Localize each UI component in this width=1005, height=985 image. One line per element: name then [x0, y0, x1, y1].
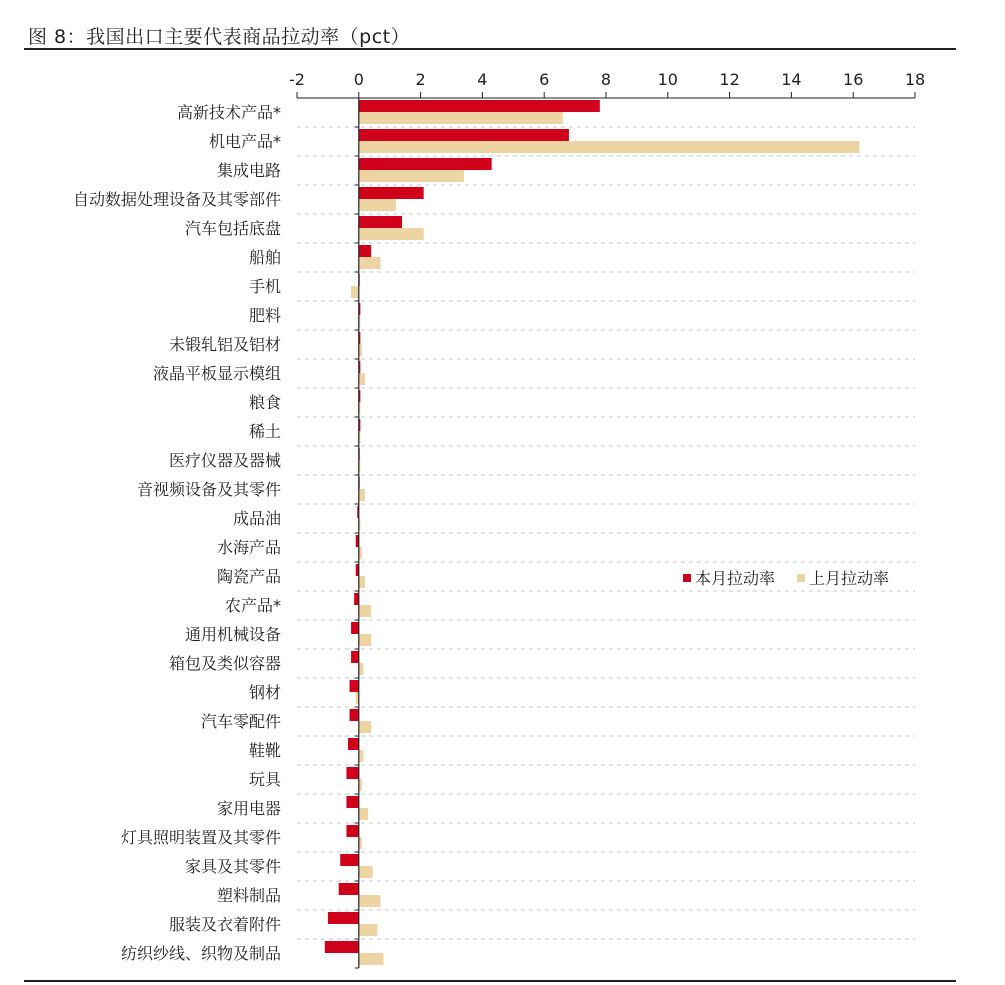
- category-label: 高新技术产品*: [176, 103, 281, 122]
- bar-previous: [359, 112, 563, 124]
- bar-current: [325, 941, 359, 953]
- x-tick-label: 8: [600, 70, 612, 89]
- bar-previous: [359, 808, 368, 820]
- category-label: 农产品*: [224, 596, 281, 615]
- bar-previous: [359, 663, 364, 675]
- x-tick-label: 18: [904, 70, 926, 89]
- category-label: 船舶: [248, 248, 281, 267]
- bottom-rule: [24, 980, 956, 982]
- category-label: 未锻轧铝及铝材: [168, 335, 281, 354]
- x-tick-label: -2: [289, 70, 305, 89]
- bar-current: [348, 738, 359, 750]
- bar-previous: [359, 605, 371, 617]
- bar-current: [346, 825, 358, 837]
- category-label: 机电产品*: [208, 132, 281, 151]
- x-tick-label: 6: [539, 70, 550, 89]
- category-label: 家用电器: [216, 799, 281, 818]
- category-label: 汽车零配件: [200, 712, 281, 731]
- bar-current: [351, 651, 359, 663]
- bar-current: [359, 245, 371, 257]
- bar-previous: [359, 953, 384, 965]
- bar-current: [346, 796, 358, 808]
- bar-previous: [359, 721, 371, 733]
- bar-previous: [359, 924, 378, 936]
- bar-current: [354, 593, 359, 605]
- category-label: 手机: [248, 277, 281, 296]
- x-tick-label: 0: [353, 70, 364, 89]
- category-label: 玩具: [248, 770, 281, 789]
- category-label: 家具及其零件: [184, 857, 281, 876]
- legend-label-current: 本月拉动率: [695, 569, 776, 588]
- category-label: 汽车包括底盘: [184, 219, 281, 238]
- x-tick-label: 4: [477, 70, 488, 89]
- bar-current: [359, 129, 569, 141]
- bar-previous: [359, 373, 365, 385]
- category-label: 箱包及类似容器: [168, 654, 281, 673]
- category-label: 稀土: [248, 422, 281, 441]
- category-label: 灯具照明装置及其零件: [120, 828, 281, 847]
- bar-current: [346, 767, 358, 779]
- x-tick-label: 16: [843, 70, 864, 89]
- category-label: 钢材: [248, 683, 281, 702]
- bar-current: [359, 158, 492, 170]
- category-label: 水海产品: [216, 538, 281, 557]
- category-label: 纺织纱线、织物及制品: [120, 944, 281, 963]
- bar-previous: [359, 257, 381, 269]
- x-tick-label: 2: [415, 70, 426, 89]
- category-label: 粮食: [248, 393, 281, 412]
- bar-current: [328, 912, 359, 924]
- bar-previous: [359, 895, 381, 907]
- bar-previous: [359, 750, 364, 762]
- category-label: 服装及衣着附件: [168, 915, 281, 934]
- bar-previous: [359, 489, 365, 501]
- category-label: 液晶平板显示模组: [152, 364, 281, 383]
- category-label: 自动数据处理设备及其零部件: [72, 190, 281, 209]
- bar-previous: [359, 228, 424, 240]
- bar-current: [339, 883, 359, 895]
- category-label: 肥料: [248, 306, 281, 325]
- x-tick-label: 14: [781, 70, 802, 89]
- bar-current: [340, 854, 359, 866]
- figure-title: 图 8：我国出口主要代表商品拉动率（pct）: [28, 26, 411, 48]
- bar-previous: [359, 866, 373, 878]
- category-label: 集成电路: [216, 161, 281, 180]
- category-label: 陶瓷产品: [216, 567, 281, 586]
- bar-previous: [359, 634, 371, 646]
- bar-previous: [359, 170, 464, 182]
- bar-previous: [359, 141, 860, 153]
- bar-current: [351, 622, 359, 634]
- x-tick-label: 12: [719, 70, 740, 89]
- legend-swatch-previous: [797, 574, 805, 582]
- legend-swatch-current: [683, 574, 691, 582]
- category-label: 通用机械设备: [184, 625, 281, 644]
- category-label: 医疗仪器及器械: [168, 451, 281, 470]
- x-tick-label: 10: [657, 70, 678, 89]
- category-label: 鞋靴: [248, 741, 281, 760]
- bar-current: [350, 709, 359, 721]
- legend-label-previous: 上月拉动率: [809, 569, 890, 588]
- bar-current: [359, 100, 600, 112]
- bar-current: [359, 187, 424, 199]
- category-label: 塑料制品: [216, 886, 281, 905]
- bar-current: [359, 216, 402, 228]
- category-label: 成品油: [232, 509, 281, 528]
- bar-previous: [359, 576, 365, 588]
- bar-current: [350, 680, 359, 692]
- bar-previous: [359, 199, 396, 211]
- bar-previous: [351, 286, 359, 298]
- category-label: 音视频设备及其零件: [136, 480, 281, 499]
